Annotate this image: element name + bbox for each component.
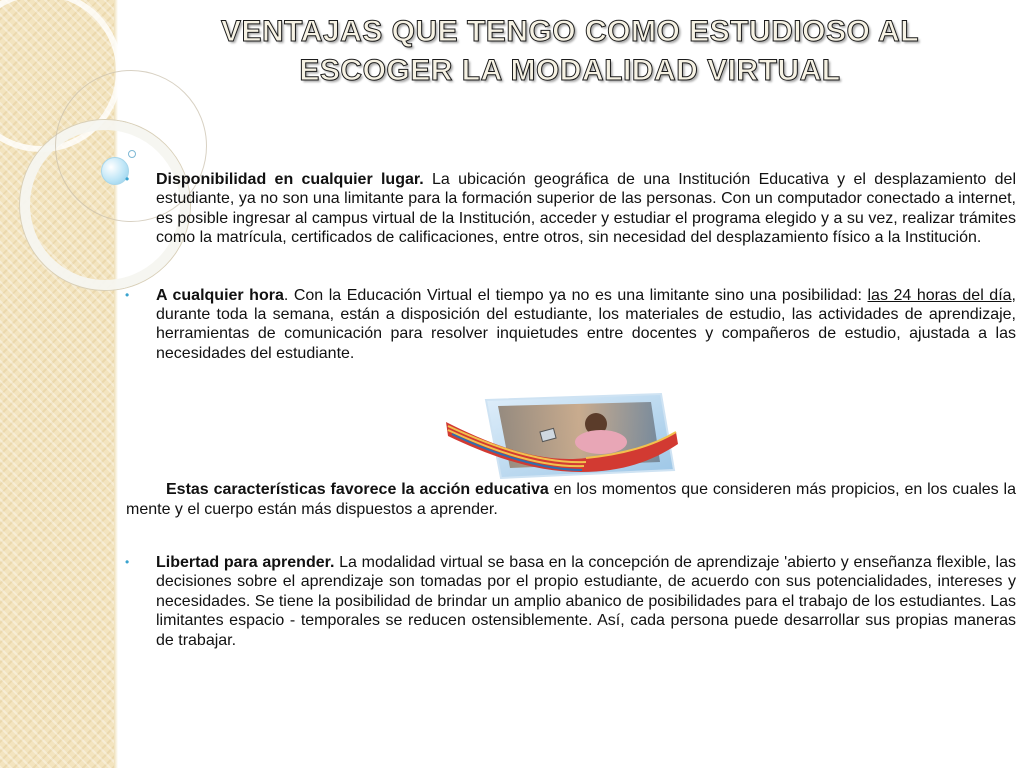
bullet-heading: A cualquier hora [156,286,284,304]
bullet-text: , durante toda la semana, están a disposición del estudiante, los materiales de estudio, las actividades de aprendizaje, herramientas de comunicación para resolver inquietudes entre docentes y compañeros de estudio, ajustada a las necesidades del estudiante. [156,286,1016,362]
bullet-icon: • [125,287,130,302]
paragraph-text: en los momentos que consideren más propicios, en los cuales la mente y el cuerpo están más dispuestos a aprender. [126,481,1017,518]
bullet-icon: • [125,555,130,570]
bullet-heading: Disponibilidad en cualquier lugar. [156,171,424,188]
bullet-heading: Libertad para aprender. [156,554,335,572]
bullet-icon: • [125,172,130,186]
paragraph-heading: Estas características favorece la acción educativa [166,481,549,499]
hammock-photo [446,392,680,480]
bullet-item [120,286,1016,364]
bullet-text: La modalidad virtual se basa en la concepción de aprendizaje 'abierto y enseñanza flexible, las decisiones sobre el aprendizaje son tomadas por el propio estudiante, de acuerdo con sus potencialidades, intereses y necesidades. Se tiene la posibilidad de brindar un amplio abanico de posibilidades para el trabajo de los estudiantes. Las limitantes espacio - temporales se reducen ostensiblemente. Así, cada persona puede desarrollar sus propias maneras de trabajar. [156,554,1017,649]
small-bubble-icon [128,150,136,158]
bullet-text: La ubicación geográfica de una Institución Educativa y el desplazamiento del estudiante, ya no son una limitante para la formación superior de las personas. Con un computador conectado a internet, es posible ingresar al campus virtual de la Institución, acceder y estudiar el programa elegido y a su vez, realizar trámites como la matrícula, certificados de calificaciones, entre otros, sin necesidad del desplazamiento físico a la Institución. [156,171,1016,247]
bullet-item [120,170,1016,248]
bullet-item [120,553,1016,650]
slide-title: VENTAJAS QUE TENGO COMO ESTUDIOSO AL ESCOGER LA MODALIDAD VIRTUAL [220,15,920,87]
underlined-text: las 24 horas del día [867,286,1012,304]
body-paragraph [120,480,1016,519]
bullet-text: . Con la Educación Virtual el tiempo ya no es una limitante sino una posibilidad: [283,286,868,304]
